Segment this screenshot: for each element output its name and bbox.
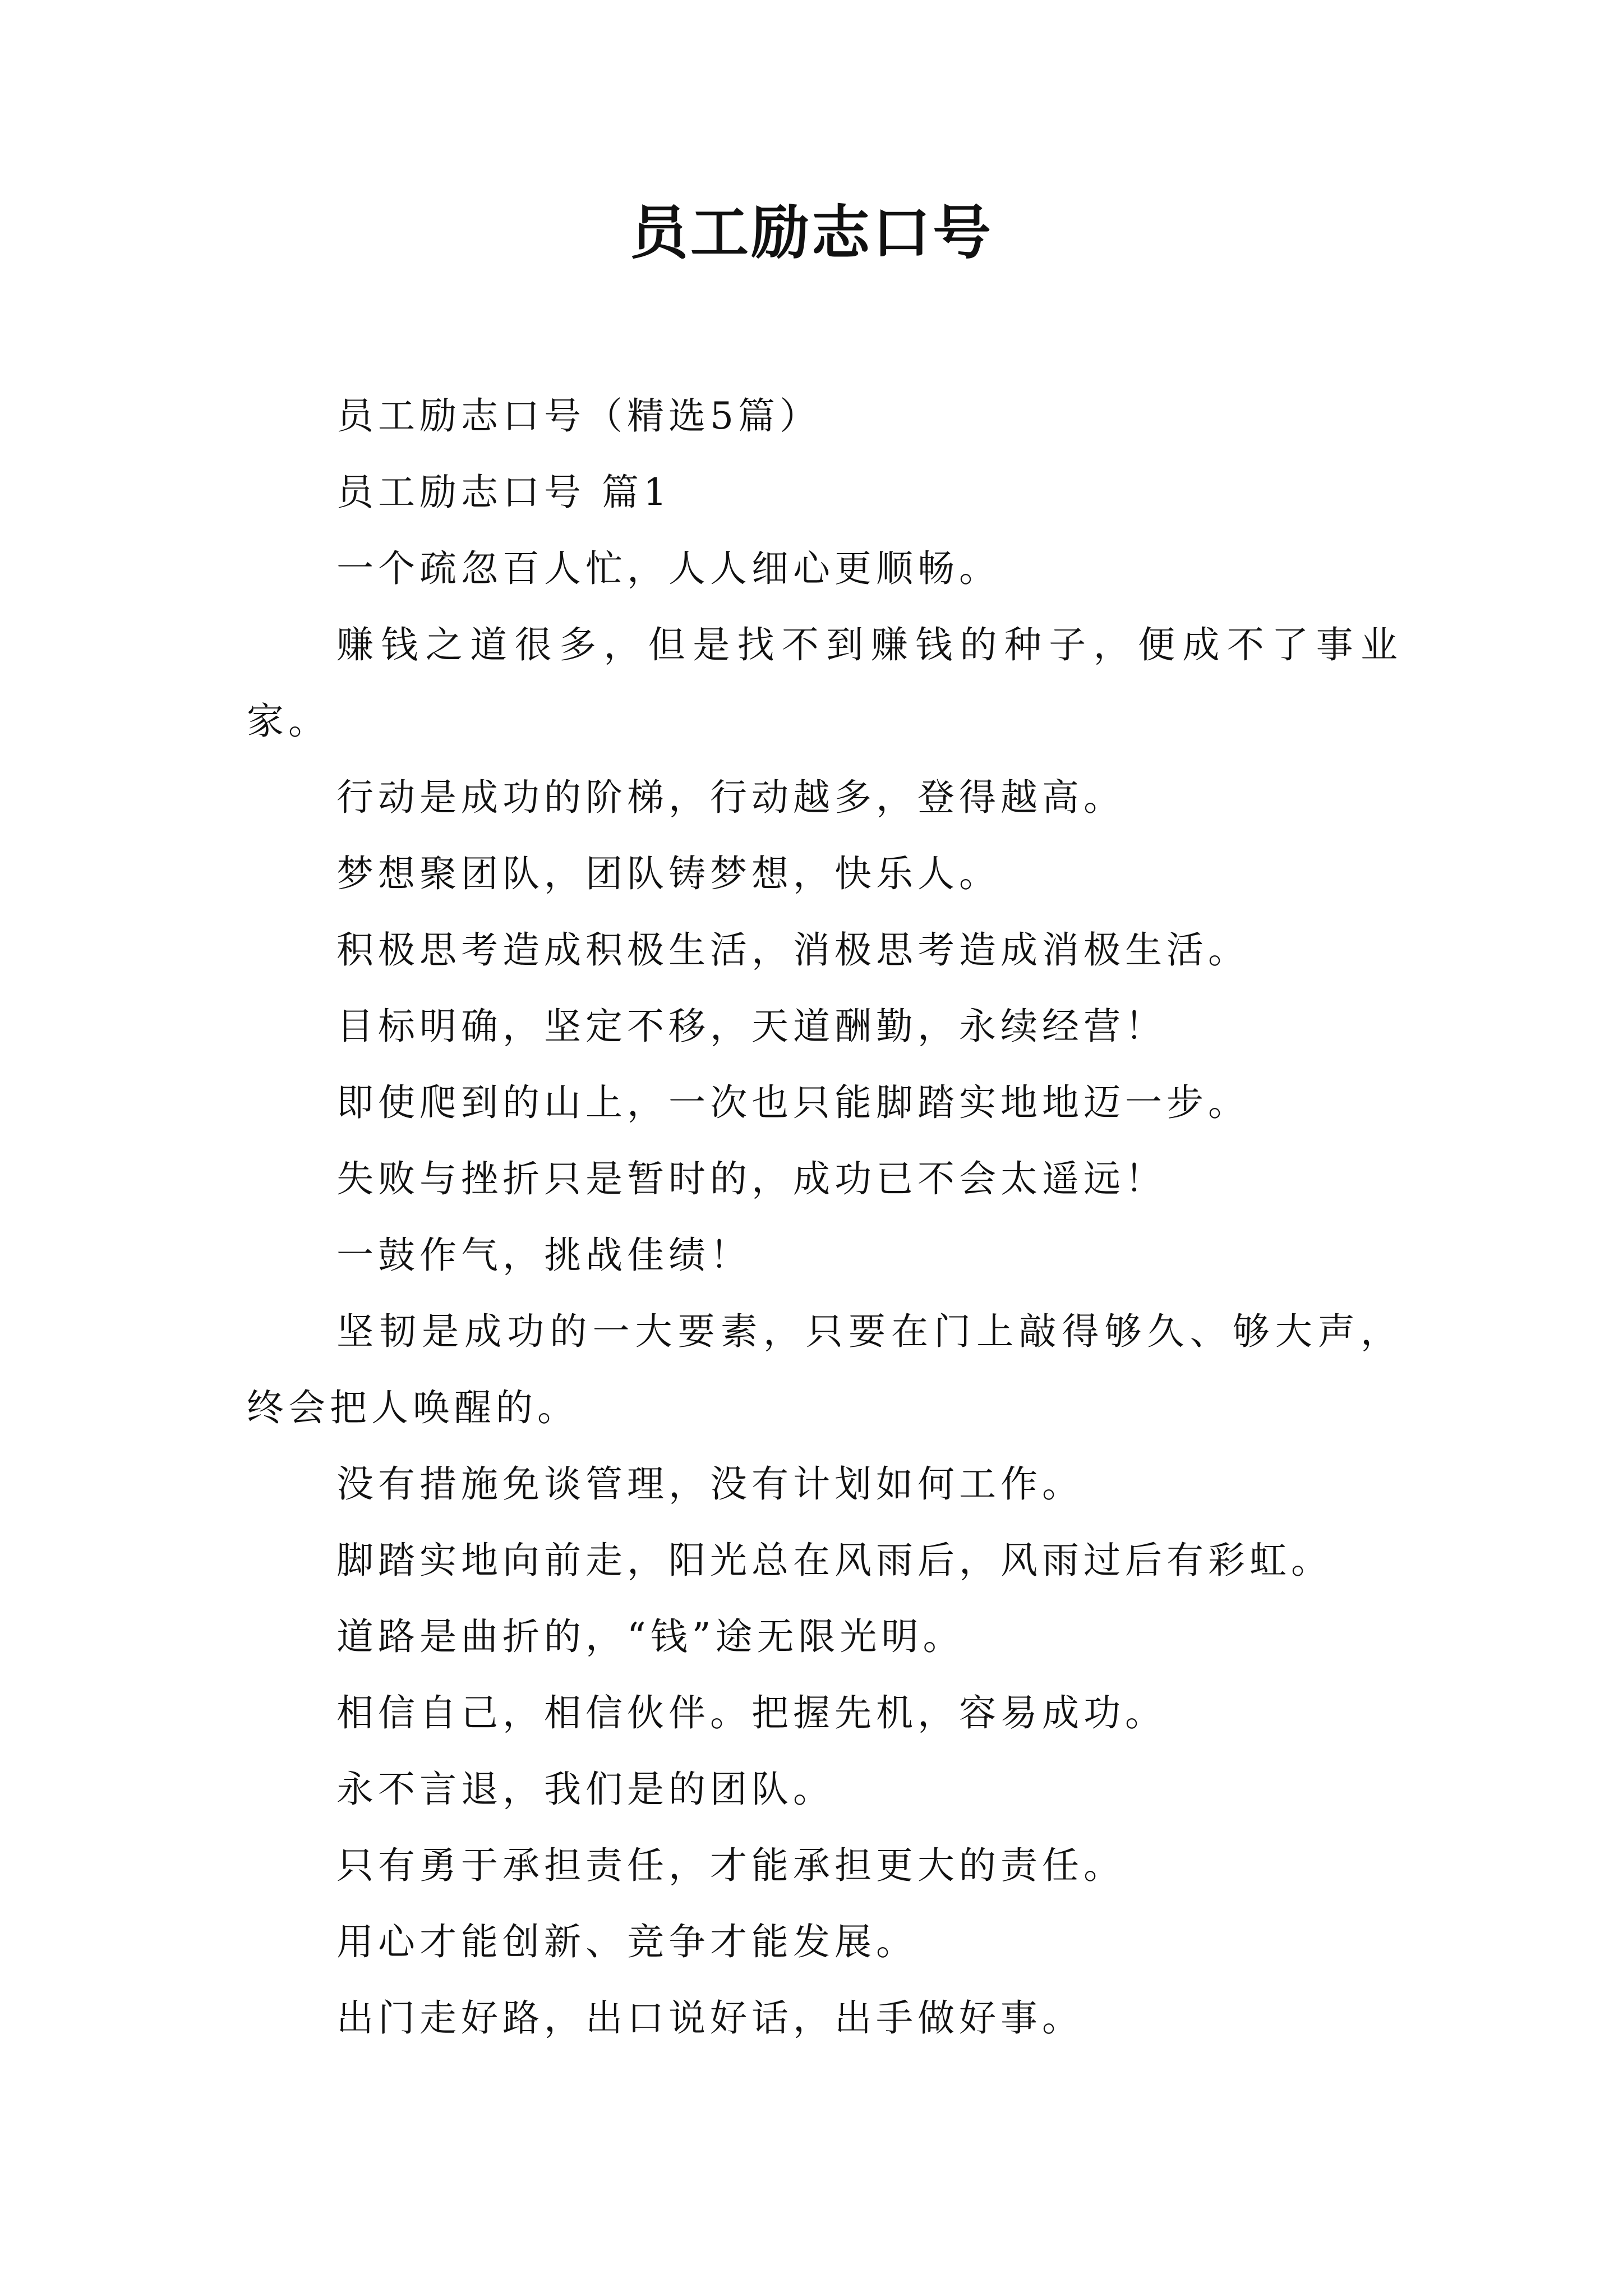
paragraph-slogan: 永不言退，我们是的团队。 — [336, 1768, 834, 1811]
paragraph-slogan: 坚韧是成功的一大要素，只要在门上敲得够久、够大声，终会把人唤醒的。 — [247, 1310, 1402, 1429]
paragraph-subtitle: 员工励志口号（精选5篇） — [336, 394, 821, 438]
paragraph-section-heading: 员工励志口号 篇1 — [336, 471, 671, 514]
paragraph-slogan: 脚踏实地向前走，阳光总在风雨后，风雨过后有彩虹。 — [336, 1539, 1332, 1582]
paragraph-slogan: 道路是曲折的，“钱”途无限光明。 — [336, 1615, 965, 1658]
paragraph-slogan: 只有勇于承担责任，才能承担更大的责任。 — [336, 1844, 1125, 1887]
paragraph-slogan: 失败与挫折只是暂时的，成功已不会太遥远！ — [336, 1157, 1166, 1200]
paragraph-slogan: 赚钱之道很多，但是找不到赚钱的种子，便成不了事业家。 — [247, 623, 1402, 743]
document-body — [247, 378, 1402, 2056]
paragraph-slogan: 一鼓作气，挑战佳绩！ — [336, 1234, 751, 1277]
paragraph-slogan: 没有措施免谈管理，没有计划如何工作。 — [336, 1462, 1083, 1506]
paragraph-slogan: 行动是成功的阶梯，行动越多，登得越高。 — [336, 776, 1125, 819]
paragraph-slogan: 梦想聚团队，团队铸梦想，快乐人。 — [336, 852, 1000, 895]
document-title: 员工励志口号 — [629, 198, 993, 267]
paragraph-slogan: 一个疏忽百人忙，人人细心更顺畅。 — [336, 547, 1000, 590]
paragraph-slogan: 相信自己，相信伙伴。把握先机，容易成功。 — [336, 1691, 1166, 1734]
paragraph-slogan: 目标明确，坚定不移，天道酬勤，永续经营！ — [336, 1005, 1166, 1048]
paragraph-slogan: 积极思考造成积极生活，消极思考造成消极生活。 — [336, 928, 1249, 972]
paragraph-slogan: 即使爬到的山上，一次也只能脚踏实地地迈一步。 — [336, 1081, 1249, 1124]
paragraph-slogan: 用心才能创新、竞争才能发展。 — [336, 1920, 917, 1963]
paragraph-slogan: 出门走好路，出口说好话，出手做好事。 — [336, 1996, 1083, 2040]
